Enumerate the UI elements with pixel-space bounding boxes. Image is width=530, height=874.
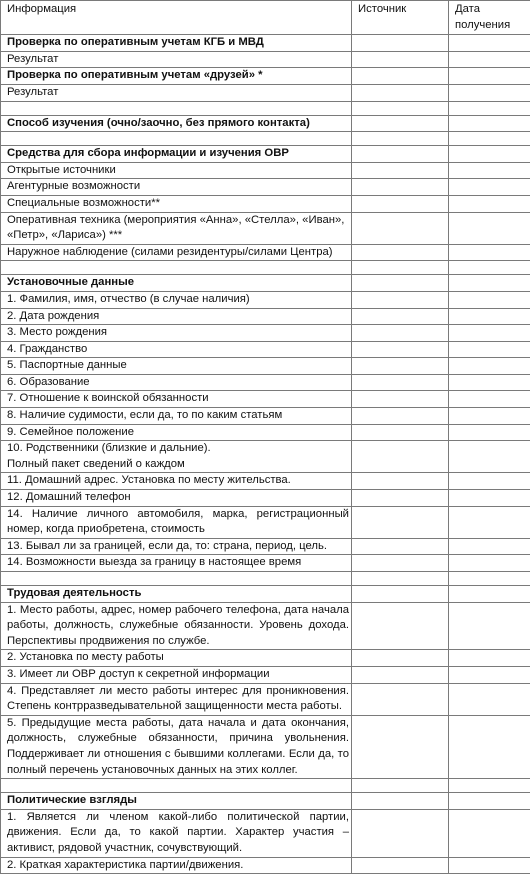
date-cell[interactable] [449,358,530,375]
table-row [1,51,530,68]
date-cell[interactable] [449,51,530,68]
info-cell: Оперативная техника (мероприятия «Анна», «Стелла», «Иван», «Петр», «Лариса») *** [1,212,352,244]
info-cell: 14. Возможности выезда за границу в настоящее время [1,555,352,572]
date-cell[interactable] [449,715,530,778]
source-cell[interactable] [352,341,449,358]
info-cell: 1. Фамилия, имя, отчество (в случае наличия) [1,291,352,308]
table-row [1,490,530,507]
date-cell[interactable] [449,84,530,101]
date-cell[interactable] [449,586,530,603]
table-row [1,391,530,408]
info-cell: 14. Наличие личного автомобиля, марка, регистрационный номер, когда приобретена, стоимость [1,506,352,538]
info-cell: 10. Родственники (близкие и дальние). Полный пакет сведений о каждом [1,441,352,473]
date-cell[interactable] [449,683,530,715]
source-cell[interactable] [352,244,449,261]
table-row [1,586,530,603]
source-cell[interactable] [352,84,449,101]
table-row [1,572,530,586]
info-cell: Трудовая деятельность [1,586,352,603]
date-cell[interactable] [449,793,530,810]
info-cell: 1. Место работы, адрес, номер рабочего телефона, дата начала работы, должность, служебные обязанности. Уровень дохода. Перспективы продвижения по службе. [1,602,352,650]
table-row [1,195,530,212]
source-cell[interactable] [352,179,449,196]
info-cell: 2. Краткая характеристика партии/движения. [1,857,352,874]
info-cell: Политические взгляды [1,793,352,810]
date-cell[interactable] [449,666,530,683]
table-body [1,35,530,874]
table-row [1,666,530,683]
source-cell[interactable] [352,68,449,85]
info-cell: 11. Домашний адрес. Установка по месту жительства. [1,473,352,490]
table-row [1,650,530,667]
info-cell [1,779,352,793]
table-row [1,341,530,358]
date-cell[interactable] [449,291,530,308]
info-cell: 5. Предыдущие места работы, дата начала и дата окончания, должность, служебные обязанности, причина увольнения. Поддерживает ли отношения с бывшими коллегами. Если да, то полный перечень установочных данных на этих коллег. [1,715,352,778]
source-cell[interactable] [352,602,449,650]
table-row [1,358,530,375]
source-cell[interactable] [352,666,449,683]
header-information: Информация [1,1,352,35]
source-cell[interactable] [352,291,449,308]
info-cell: 12. Домашний телефон [1,490,352,507]
info-cell: Способ изучения (очно/заочно, без прямого контакта) [1,115,352,132]
source-cell[interactable] [352,779,449,793]
info-cell: Проверка по оперативным учетам КГБ и МВД [1,35,352,52]
table-row [1,857,530,874]
info-cell: 7. Отношение к воинской обязанности [1,391,352,408]
date-cell[interactable] [449,132,530,146]
date-cell[interactable] [449,572,530,586]
info-cell: 5. Паспортные данные [1,358,352,375]
source-cell[interactable] [352,857,449,874]
source-cell[interactable] [352,115,449,132]
info-cell [1,132,352,146]
date-cell[interactable] [449,179,530,196]
source-cell[interactable] [352,374,449,391]
header-date-received: Дата получения [449,1,530,35]
date-cell[interactable] [449,275,530,292]
table-row [1,374,530,391]
table-row [1,473,530,490]
source-cell[interactable] [352,424,449,441]
table-row [1,809,530,857]
table-row [1,162,530,179]
header-row [1,1,530,35]
info-cell: 8. Наличие судимости, если да, то по каким статьям [1,408,352,425]
date-cell[interactable] [449,779,530,793]
source-cell[interactable] [352,473,449,490]
date-cell[interactable] [449,374,530,391]
date-cell[interactable] [449,857,530,874]
source-cell[interactable] [352,212,449,244]
info-cell: Установочные данные [1,275,352,292]
source-cell[interactable] [352,555,449,572]
source-cell[interactable] [352,358,449,375]
table-row [1,68,530,85]
table-row [1,325,530,342]
header-source: Источник [352,1,449,35]
table-row [1,101,530,115]
info-cell: Наружное наблюдение (силами резидентуры/силами Центра) [1,244,352,261]
info-cell: 4. Гражданство [1,341,352,358]
source-cell[interactable] [352,325,449,342]
source-cell[interactable] [352,308,449,325]
date-cell[interactable] [449,473,530,490]
info-cell: 3. Имеет ли ОВР доступ к секретной информации [1,666,352,683]
info-cell [1,572,352,586]
info-cell [1,261,352,275]
table-row [1,715,530,778]
date-cell[interactable] [449,146,530,163]
date-cell[interactable] [449,308,530,325]
table-row [1,408,530,425]
source-cell[interactable] [352,715,449,778]
date-cell[interactable] [449,506,530,538]
table-row [1,132,530,146]
table-row [1,275,530,292]
date-cell[interactable] [449,244,530,261]
info-cell: 1. Является ли членом какой-либо политической партии, движения. Если да, то какой партии. Характер участия – активист, рядовой участник, сочувствующий. [1,809,352,857]
info-cell: Специальные возможности** [1,195,352,212]
date-cell[interactable] [449,162,530,179]
source-cell[interactable] [352,586,449,603]
date-cell[interactable] [449,650,530,667]
date-cell[interactable] [449,490,530,507]
info-cell: Результат [1,51,352,68]
source-cell[interactable] [352,490,449,507]
table-row [1,538,530,555]
source-cell[interactable] [352,683,449,715]
info-cell: 9. Семейное положение [1,424,352,441]
table-row [1,683,530,715]
date-cell[interactable] [449,101,530,115]
date-cell[interactable] [449,441,530,473]
source-cell[interactable] [352,408,449,425]
date-cell[interactable] [449,602,530,650]
source-cell[interactable] [352,195,449,212]
source-cell[interactable] [352,506,449,538]
info-cell: 2. Дата рождения [1,308,352,325]
date-cell[interactable] [449,408,530,425]
source-cell[interactable] [352,441,449,473]
info-cell: 2. Установка по месту работы [1,650,352,667]
date-cell[interactable] [449,195,530,212]
date-cell[interactable] [449,115,530,132]
table-row [1,179,530,196]
table-row [1,779,530,793]
date-cell[interactable] [449,68,530,85]
table-row [1,424,530,441]
table-row [1,602,530,650]
date-cell[interactable] [449,341,530,358]
table-row [1,308,530,325]
info-cell: 4. Представляет ли место работы интерес для проникновения. Степень контрразведывательной защищенности места работы. [1,683,352,715]
date-cell[interactable] [449,538,530,555]
date-cell[interactable] [449,809,530,857]
info-cell: Открытые источники [1,162,352,179]
date-cell[interactable] [449,555,530,572]
date-cell[interactable] [449,212,530,244]
table-row [1,793,530,810]
date-cell[interactable] [449,391,530,408]
source-cell[interactable] [352,261,449,275]
info-cell: 3. Место рождения [1,325,352,342]
info-cell: Агентурные возможности [1,179,352,196]
source-cell[interactable] [352,146,449,163]
source-cell[interactable] [352,793,449,810]
table-row [1,291,530,308]
date-cell[interactable] [449,261,530,275]
table-row [1,35,530,52]
info-cell: 6. Образование [1,374,352,391]
info-cell: 13. Бывал ли за границей, если да, то: страна, период, цель. [1,538,352,555]
table-row [1,441,530,473]
source-cell[interactable] [352,35,449,52]
source-cell[interactable] [352,809,449,857]
source-cell[interactable] [352,650,449,667]
table-row [1,115,530,132]
table-row [1,261,530,275]
source-cell[interactable] [352,101,449,115]
table-row [1,244,530,261]
source-cell[interactable] [352,51,449,68]
date-cell[interactable] [449,325,530,342]
source-cell[interactable] [352,391,449,408]
table-row [1,212,530,244]
info-cell: Средства для сбора информации и изучения ОВР [1,146,352,163]
info-cell [1,101,352,115]
source-cell[interactable] [352,132,449,146]
source-cell[interactable] [352,275,449,292]
table-row [1,84,530,101]
table-row [1,146,530,163]
date-cell[interactable] [449,424,530,441]
info-cell: Проверка по оперативным учетам «друзей» * [1,68,352,85]
source-cell[interactable] [352,162,449,179]
date-cell[interactable] [449,35,530,52]
table-row [1,555,530,572]
table-row [1,506,530,538]
source-cell[interactable] [352,572,449,586]
info-cell: Результат [1,84,352,101]
source-cell[interactable] [352,538,449,555]
